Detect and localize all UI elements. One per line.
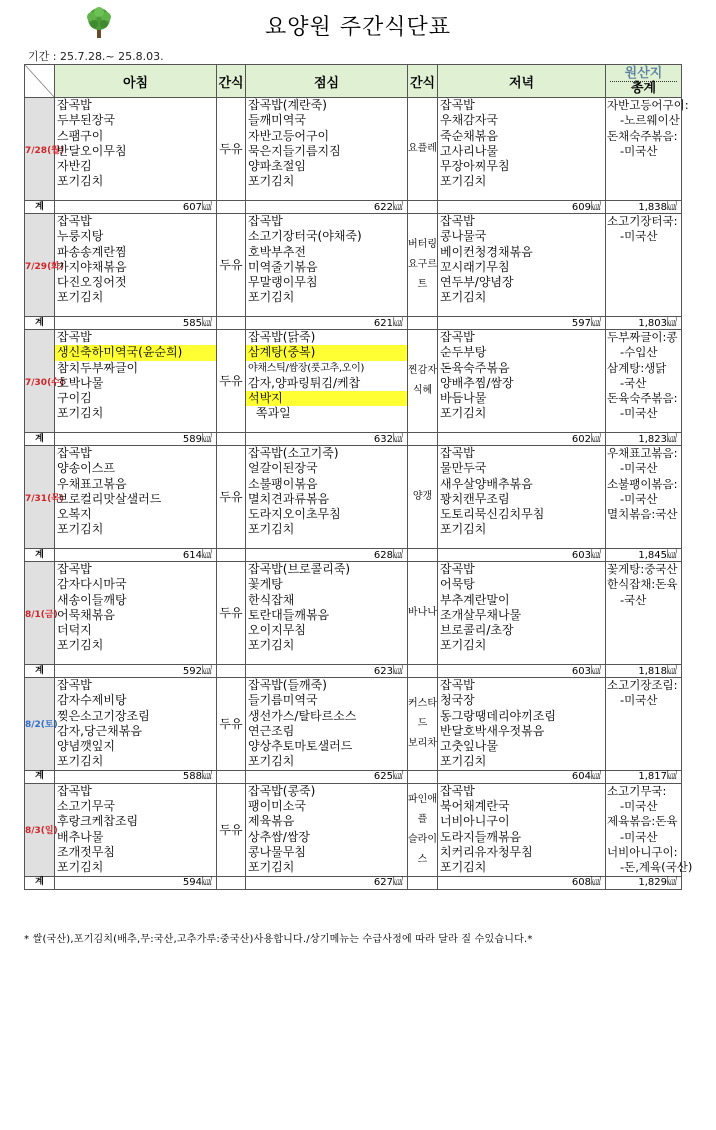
snack-item: 찐감자	[408, 365, 437, 376]
page-title: 요양원 주간식단표	[264, 15, 451, 40]
menu-item: 잡곡밥	[440, 214, 475, 228]
col-origin-total	[606, 65, 682, 98]
menu-item: 석박지	[246, 391, 407, 406]
col-total: 총계	[630, 80, 657, 96]
kcal-row	[25, 201, 682, 214]
menu-item: 고사리나물	[440, 143, 498, 158]
snack-item: 두유	[219, 606, 243, 620]
origin-line: -미국산	[620, 491, 658, 506]
lunch-cell	[246, 678, 408, 771]
origin-line: -미국산	[620, 799, 658, 814]
menu-item: 감자,당근채볶음	[57, 723, 142, 738]
menu-item: 반달오이무침	[57, 143, 127, 158]
menu-item: 양배추찜/쌈장	[440, 375, 514, 390]
empty-cell	[408, 317, 438, 330]
snack2-cell	[408, 214, 438, 317]
menu-item: 북어채계란국	[440, 799, 510, 814]
menu-item: 부추계란말이	[440, 592, 510, 607]
menu-item: 죽순채볶음	[440, 128, 498, 143]
menu-item: 미역줄기볶음	[248, 259, 318, 274]
origin-line: 삼계탕:생닭	[607, 360, 667, 375]
menu-item: 무장아찌무침	[440, 159, 510, 174]
empty-cell	[408, 433, 438, 446]
dinner-kcal: 603㎉	[438, 665, 606, 678]
menu-item: 도라지들깨볶음	[440, 829, 522, 844]
menu-item: 조개살무채나물	[440, 607, 522, 622]
dinner-kcal: 597㎉	[438, 317, 606, 330]
dinner-cell	[438, 330, 606, 433]
menu-item: 콩나물국	[440, 229, 487, 244]
menu-item: 베이컨청경채볶음	[440, 244, 533, 259]
day-row	[25, 330, 682, 433]
dinner-kcal: 604㎉	[438, 770, 606, 783]
menu-item: 두부된장국	[57, 113, 115, 128]
menu-item: 감자,양파링튀김/케찹	[248, 375, 361, 390]
menu-item: 잡곡밥	[57, 330, 92, 344]
snack-item: 두유	[219, 822, 243, 837]
menu-item: 소고기장터국(야채죽)	[248, 229, 362, 244]
menu-item: 도토리묵신김치무침	[440, 507, 545, 522]
day-row	[25, 98, 682, 201]
menu-item: 잡곡밥	[440, 783, 475, 798]
menu-item: 잡곡밥(닭죽)	[248, 330, 316, 344]
snack2-cell	[408, 446, 438, 549]
snack-item: 버터링	[408, 239, 437, 250]
menu-item: 생선가스/탈타르소스	[248, 708, 357, 723]
origin-line: 소고기장터국:	[607, 214, 678, 228]
snack-item: 커스타드	[408, 697, 437, 729]
menu-item: 도라지오이초무침	[248, 507, 341, 522]
snack-item: 두유	[219, 490, 243, 504]
day-label: 8/2(토)	[25, 678, 55, 771]
menu-item: 멸치견과류볶음	[248, 491, 330, 506]
menu-item: 우채감자국	[440, 113, 498, 128]
menu-item: 묵은지들기름지짐	[248, 143, 341, 158]
menu-item: 잡곡밥	[57, 446, 92, 460]
menu-item: 잡곡밥	[440, 678, 475, 692]
day-label: 7/28(월)	[25, 98, 55, 201]
snack1-cell	[217, 214, 246, 317]
empty-cell	[217, 665, 246, 678]
menu-item: 얼갈이된장국	[248, 461, 318, 476]
menu-item: 잡곡밥	[57, 783, 92, 798]
menu-item: 잡곡밥(들깨죽)	[248, 678, 327, 692]
menu-item: 포기김치	[57, 406, 104, 421]
snack-item: 두유	[219, 258, 243, 272]
breakfast-kcal: 607㎉	[55, 201, 217, 214]
origin-line: -노르웨이산	[620, 113, 680, 128]
menu-item: 토란대들깨볶음	[248, 607, 330, 622]
breakfast-kcal: 594㎉	[55, 876, 217, 889]
snack2-cell	[408, 562, 438, 665]
menu-item: 포기김치	[248, 860, 295, 875]
origin-cell	[606, 446, 682, 549]
menu-item: 잡곡밥(콩죽)	[248, 783, 316, 798]
menu-item: 다진오징어젓	[57, 275, 127, 290]
menu-item: 감자다시마국	[57, 577, 127, 592]
snack-item: 요구르트	[408, 259, 437, 290]
menu-item: 들깨미역국	[248, 113, 306, 128]
col-snack1: 간식	[217, 65, 246, 98]
empty-cell	[408, 665, 438, 678]
origin-cell	[606, 678, 682, 771]
breakfast-cell	[55, 98, 217, 201]
col-dinner: 저녁	[438, 65, 606, 98]
corner-cell	[25, 65, 55, 98]
snack2-cell	[408, 678, 438, 771]
menu-item: 호박부추전	[248, 244, 306, 259]
day-label: 7/30(수)	[25, 330, 55, 433]
menu-item: 어묵탕	[440, 577, 475, 592]
snack2-cell	[408, 330, 438, 433]
menu-item: 잡곡밥	[57, 98, 92, 112]
menu-item: 잡곡밥(브로콜리죽)	[248, 562, 351, 576]
origin-line: 돈육숙주볶음:	[607, 391, 678, 406]
menu-item: 포기김치	[57, 522, 104, 537]
empty-cell	[217, 201, 246, 214]
col-breakfast: 아침	[55, 65, 217, 98]
menu-item: 들기름미역국	[248, 693, 318, 708]
empty-cell	[408, 549, 438, 562]
total-label: 계	[25, 876, 55, 889]
origin-line: -돈,계육(국산)	[620, 860, 693, 875]
total-label: 계	[25, 549, 55, 562]
menu-item: 꼬시래기무침	[440, 259, 510, 274]
lunch-cell	[246, 214, 408, 317]
day-label: 8/3(일)	[25, 783, 55, 876]
menu-item: 생신축하미역국(윤순희)	[55, 345, 216, 360]
empty-cell	[217, 876, 246, 889]
menu-item: 호박나물	[57, 375, 104, 390]
menu-item: 포기김치	[440, 522, 487, 537]
menu-item: 야채스틱/쌈장(풋고추,오이)	[248, 362, 365, 374]
menu-item: 쪽과일	[256, 406, 291, 421]
menu-item: 한식잡채	[248, 592, 295, 607]
menu-item: 포기김치	[248, 754, 295, 769]
day-row	[25, 783, 682, 876]
menu-item: 연두부/양념장	[440, 275, 514, 290]
menu-item: 포기김치	[57, 860, 104, 875]
origin-line: 꽃게탕:중국산	[607, 562, 678, 576]
menu-item: 포기김치	[57, 754, 104, 769]
menu-item: 너비아니구이	[440, 814, 510, 829]
total-kcal: 1,823㎉	[606, 433, 682, 446]
menu-item: 포기김치	[248, 174, 295, 189]
snack-item: 요플레	[408, 143, 437, 154]
origin-line: -미국산	[620, 143, 658, 158]
lunch-cell	[246, 783, 408, 876]
menu-item: 브로컬리맛살샐러드	[57, 491, 162, 506]
snack-item: 바나나	[408, 607, 437, 618]
snack1-cell	[217, 98, 246, 201]
menu-item: 양상추토마토샐러드	[248, 739, 353, 754]
origin-line: -수입산	[620, 345, 658, 360]
menu-item: 포기김치	[440, 754, 487, 769]
menu-item: 더덕지	[57, 623, 92, 638]
col-lunch: 점심	[246, 65, 408, 98]
lunch-cell	[246, 98, 408, 201]
period-label: 기간 : 25.7.28.~ 25.8.03.	[28, 50, 164, 63]
empty-cell	[217, 433, 246, 446]
origin-cell	[606, 98, 689, 201]
menu-item: 잡곡밥	[57, 214, 92, 228]
menu-item: 포기김치	[57, 174, 104, 189]
menu-item: 포기김치	[57, 290, 104, 305]
origin-line: -미국산	[620, 693, 658, 708]
breakfast-cell	[55, 330, 217, 433]
day-row	[25, 562, 682, 665]
menu-item: 누룽지탕	[57, 229, 104, 244]
menu-item: 찢은소고기장조림	[57, 708, 150, 723]
origin-line: 돈채숙주볶음:	[607, 128, 678, 143]
menu-item: 포기김치	[248, 522, 295, 537]
breakfast-cell	[55, 678, 217, 771]
day-label: 8/1(금)	[25, 562, 55, 665]
kcal-row	[25, 433, 682, 446]
day-row	[25, 678, 682, 771]
breakfast-cell	[55, 214, 217, 317]
empty-cell	[408, 201, 438, 214]
origin-cell	[606, 562, 682, 665]
menu-item: 구이김	[57, 391, 92, 406]
snack1-cell	[217, 330, 246, 433]
menu-item: 치커리유자청무침	[440, 844, 533, 859]
dinner-cell	[438, 678, 606, 771]
menu-item: 소불팽이볶음	[248, 476, 318, 491]
snack1-cell	[217, 562, 246, 665]
lunch-kcal: 621㎉	[246, 317, 408, 330]
menu-item: 잡곡밥	[440, 330, 475, 344]
menu-item: 고춧잎나물	[440, 739, 498, 754]
empty-cell	[217, 770, 246, 783]
origin-line: 소불팽이볶음:	[607, 476, 678, 491]
lunch-kcal: 632㎉	[246, 433, 408, 446]
menu-item: 포기김치	[440, 860, 487, 875]
col-snack2: 간식	[408, 65, 438, 98]
menu-item: 배추나물	[57, 829, 104, 844]
empty-cell	[408, 770, 438, 783]
total-kcal: 1,818㎉	[606, 665, 682, 678]
origin-line: 두부짜글이:콩	[607, 330, 678, 344]
total-kcal: 1,838㎉	[606, 201, 682, 214]
kcal-row	[25, 317, 682, 330]
menu-item: 포기김치	[57, 638, 104, 653]
breakfast-kcal: 585㎉	[55, 317, 217, 330]
snack1-cell	[217, 783, 246, 876]
empty-cell	[408, 876, 438, 889]
total-kcal: 1,845㎉	[606, 549, 682, 562]
kcal-row	[25, 876, 682, 889]
snack-item: 식혜	[412, 385, 433, 396]
menu-item: 소고기무국	[57, 799, 115, 814]
lunch-cell	[246, 562, 408, 665]
day-label: 7/31(목)	[25, 446, 55, 549]
dinner-cell	[438, 783, 606, 876]
snack2-cell	[408, 98, 438, 201]
origin-line: 한식잡채:돈육	[607, 577, 678, 592]
kcal-row	[25, 665, 682, 678]
menu-item: 잡곡밥	[440, 446, 475, 460]
menu-item: 양송이스프	[57, 461, 115, 476]
dinner-kcal: 608㎉	[438, 876, 606, 889]
day-row	[25, 446, 682, 549]
snack-item: 슬라이스	[408, 833, 437, 865]
snack1-cell	[217, 678, 246, 771]
origin-line: 우채표고볶음:	[607, 446, 678, 460]
menu-item: 가지야채볶음	[57, 259, 127, 274]
menu-item: 무말랭이무침	[248, 275, 318, 290]
menu-item: 바듬나물	[440, 391, 487, 406]
breakfast-cell	[55, 446, 217, 549]
menu-item: 반달호박새우젓볶음	[440, 723, 545, 738]
menu-item: 파송송계란찜	[57, 244, 127, 259]
snack-item: 파인애플	[408, 793, 437, 825]
menu-item: 순두부탕	[440, 345, 487, 360]
snack-item: 두유	[219, 716, 243, 731]
origin-line: 자반고등어구이:	[607, 98, 689, 112]
menu-item: 연근조림	[248, 723, 295, 738]
menu-item: 브로콜리/초장	[440, 623, 514, 638]
menu-item: 잡곡밥	[57, 562, 92, 576]
total-kcal: 1,829㎉	[606, 876, 682, 889]
total-label: 계	[25, 317, 55, 330]
origin-cell	[606, 214, 682, 317]
menu-item: 잡곡밥(소고기죽)	[248, 446, 339, 460]
menu-item: 감자수제비탕	[57, 693, 127, 708]
breakfast-kcal: 589㎉	[55, 433, 217, 446]
weekly-menu-table	[24, 64, 693, 890]
menu-item: 어묵채볶음	[57, 607, 115, 622]
total-kcal: 1,817㎉	[606, 770, 682, 783]
menu-item: 삼계탕(중복)	[246, 345, 407, 360]
lunch-kcal: 622㎉	[246, 201, 408, 214]
dinner-cell	[438, 98, 606, 201]
breakfast-kcal: 614㎉	[55, 549, 217, 562]
dinner-cell	[438, 214, 606, 317]
menu-item: 후랑크케찹조림	[57, 814, 139, 829]
menu-item: 참치두부짜글이	[57, 360, 139, 375]
origin-cell	[606, 783, 693, 876]
empty-cell	[217, 549, 246, 562]
menu-item: 제육볶음	[248, 814, 295, 829]
origin-line: -미국산	[620, 406, 658, 421]
snack-item: 보리차	[408, 737, 437, 749]
menu-item: 오복지	[57, 507, 92, 522]
breakfast-kcal: 592㎉	[55, 665, 217, 678]
dinner-kcal: 602㎉	[438, 433, 606, 446]
breakfast-kcal: 588㎉	[55, 770, 217, 783]
menu-item: 조개젓무침	[57, 844, 115, 859]
menu-item: 포기김치	[440, 174, 487, 189]
menu-item: 새우살양배추볶음	[440, 476, 533, 491]
origin-line: -미국산	[620, 829, 658, 844]
menu-item: 상추쌈/쌈장	[248, 829, 311, 844]
total-label: 계	[25, 770, 55, 783]
total-kcal: 1,803㎉	[606, 317, 682, 330]
menu-item: 우채표고볶음	[57, 476, 127, 491]
lunch-kcal: 623㎉	[246, 665, 408, 678]
menu-item: 꽝치캔무조림	[440, 491, 510, 506]
dinner-cell	[438, 562, 606, 665]
col-origin: 원산지	[610, 67, 677, 82]
menu-body	[25, 98, 693, 890]
total-label: 계	[25, 201, 55, 214]
menu-item: 잡곡밥	[57, 678, 92, 692]
lunch-kcal: 625㎉	[246, 770, 408, 783]
lunch-kcal: 627㎉	[246, 876, 408, 889]
menu-item: 오이지무침	[248, 623, 306, 638]
origin-line: 소고기무국:	[607, 783, 667, 798]
menu-item: 양파초절임	[248, 159, 306, 174]
menu-item: 팽이미소국	[248, 799, 306, 814]
menu-item: 잡곡밥	[440, 98, 475, 112]
menu-item: 자반고등어구이	[248, 128, 330, 143]
menu-item: 잡곡밥	[248, 214, 283, 228]
empty-cell	[217, 317, 246, 330]
origin-line: -미국산	[620, 229, 658, 244]
snack-item: 두유	[219, 142, 243, 156]
origin-line: 제육볶음:돈육	[607, 814, 678, 829]
origin-cell	[606, 330, 682, 433]
origin-line: 너비아니구이:	[607, 844, 678, 859]
menu-item: 꽃게탕	[248, 577, 283, 592]
total-label: 계	[25, 433, 55, 446]
day-label: 7/29(화)	[25, 214, 55, 317]
dinner-cell	[438, 446, 606, 549]
kcal-row	[25, 770, 682, 783]
lunch-cell	[246, 330, 408, 433]
menu-item: 스팸구이	[57, 128, 104, 143]
origin-line: 멸치볶음:국산	[607, 507, 678, 522]
lunch-cell	[246, 446, 408, 549]
menu-item: 잡곡밥(계란죽)	[248, 98, 327, 112]
menu-item: 돈육숙주볶음	[440, 360, 510, 375]
origin-line: -국산	[620, 592, 647, 607]
origin-line: -국산	[620, 375, 647, 390]
menu-item: 콩나물무침	[248, 844, 306, 859]
origin-line: 소고기장조림:	[607, 678, 678, 692]
snack1-cell	[217, 446, 246, 549]
menu-item: 포기김치	[440, 290, 487, 305]
snack-item: 두유	[219, 374, 243, 388]
snack2-cell	[408, 783, 438, 876]
breakfast-cell	[55, 562, 217, 665]
menu-item: 청국장	[440, 693, 475, 708]
footnote: * 쌀(국산),포기김치(배추,무:국산,고추가루:중국산)사용합니다./상기메뉴는 수급사정에 따라 달라 질 수있습니다.*	[24, 934, 533, 945]
kcal-row	[25, 549, 682, 562]
menu-item: 포기김치	[440, 638, 487, 653]
dinner-kcal: 609㎉	[438, 201, 606, 214]
menu-item: 자반김	[57, 159, 92, 174]
menu-item: 포기김치	[248, 290, 295, 305]
menu-item: 물만두국	[440, 461, 487, 476]
menu-item: 새송이들깨탕	[57, 592, 127, 607]
menu-item: 포기김치	[440, 406, 487, 421]
breakfast-cell	[55, 783, 217, 876]
menu-item: 양념깻잎지	[57, 739, 115, 754]
day-row	[25, 214, 682, 317]
menu-item: 동그랑땡데리야끼조림	[440, 708, 556, 723]
origin-line: -미국산	[620, 461, 658, 476]
lunch-kcal: 628㎉	[246, 549, 408, 562]
dinner-kcal: 603㎉	[438, 549, 606, 562]
header-row	[25, 65, 682, 98]
menu-item: 포기김치	[248, 638, 295, 653]
menu-item: 잡곡밥	[440, 562, 475, 576]
snack-item: 양갱	[412, 491, 433, 502]
total-label: 계	[25, 665, 55, 678]
